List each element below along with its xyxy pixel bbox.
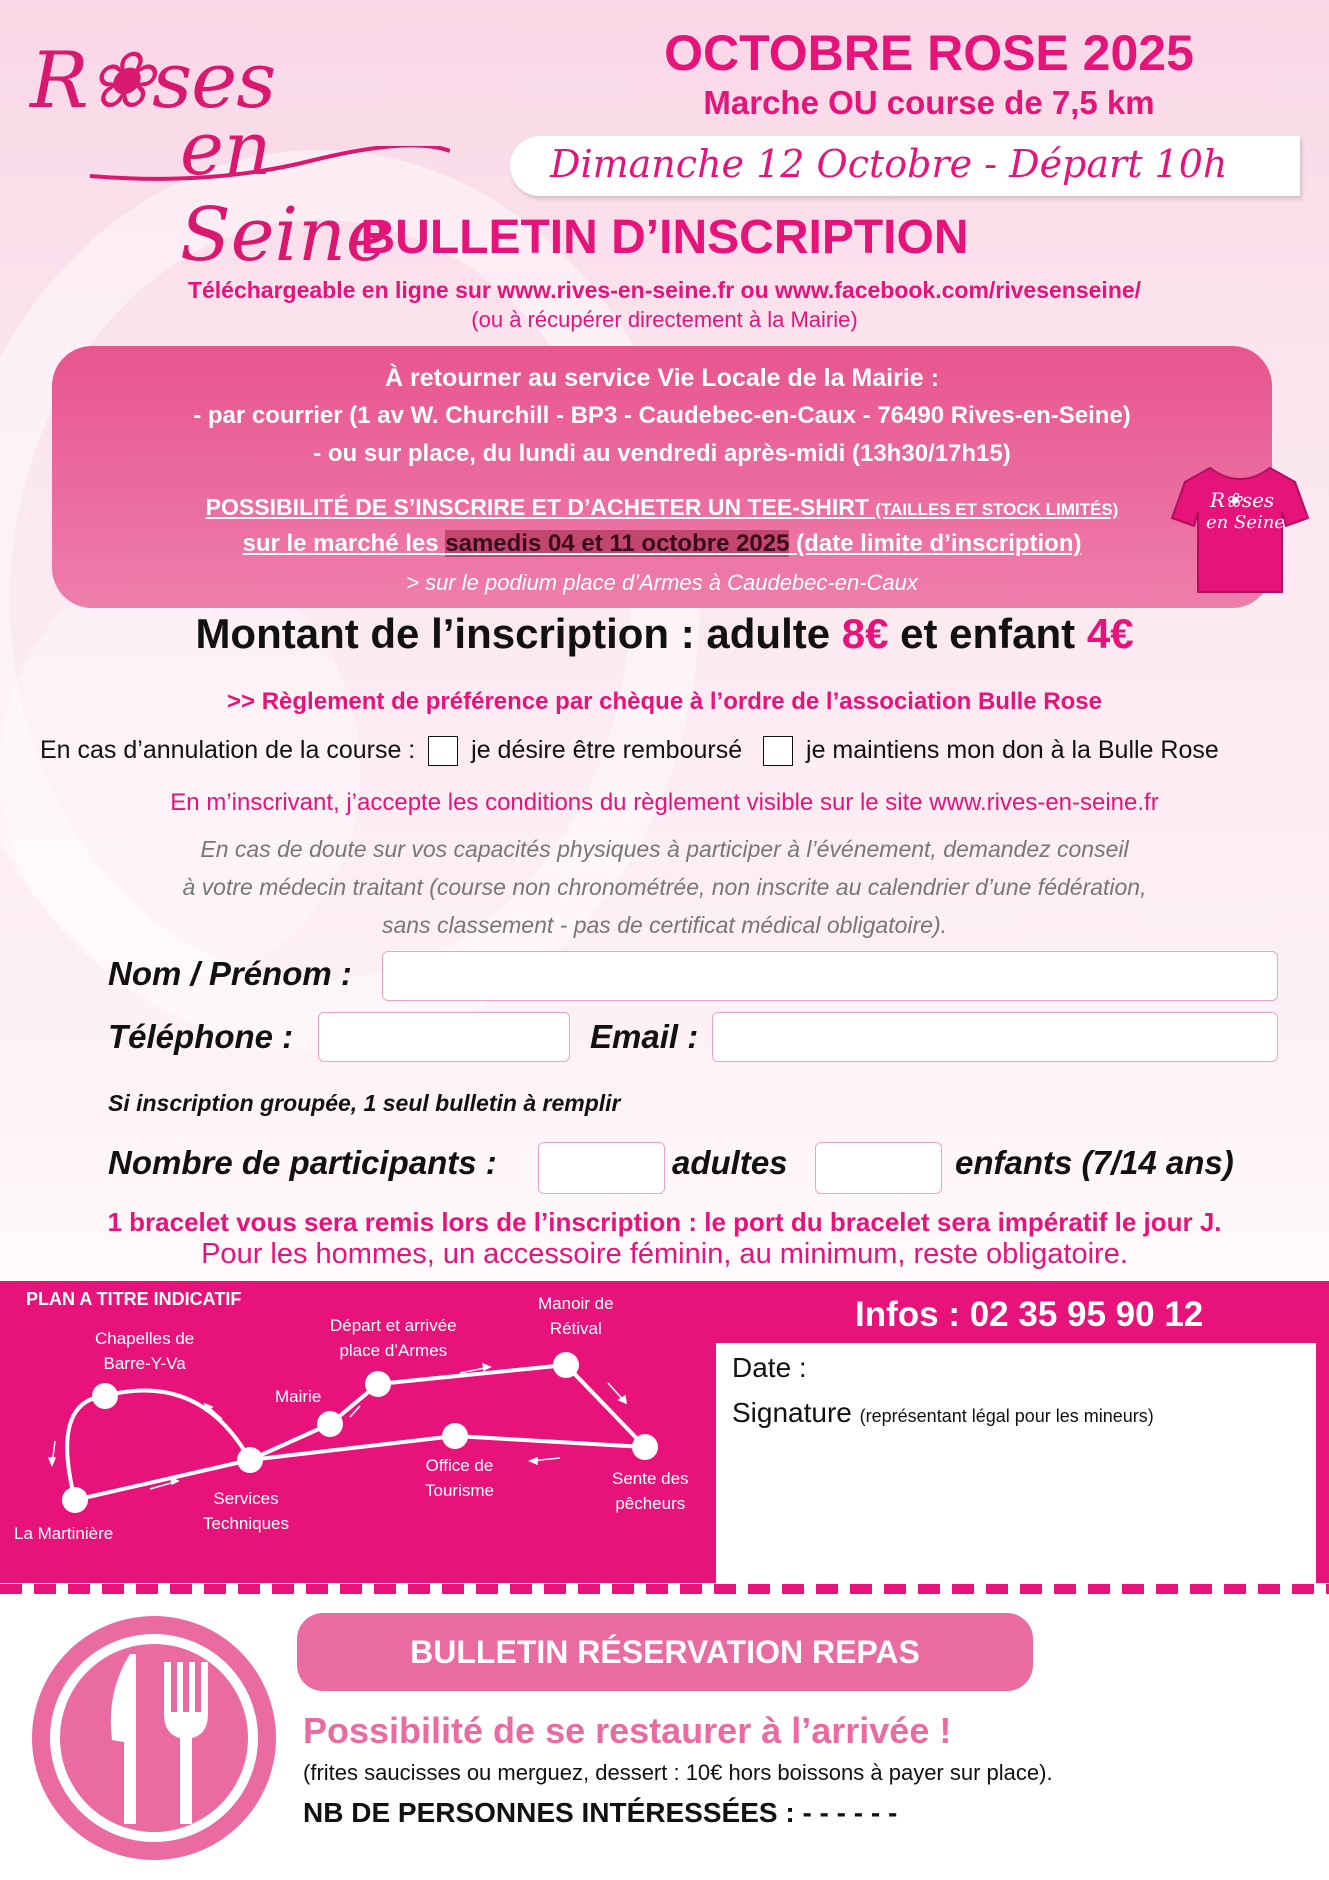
map-label-office [425, 1453, 494, 1503]
phone-label: Téléphone : [108, 1018, 294, 1055]
medical-advice [0, 830, 1329, 944]
tshirt-possibility [52, 494, 1272, 521]
meal-count-label: NB DE PERSONNES INTÉRESSÉES : [303, 1797, 795, 1828]
rives-en-seine-logo [30, 36, 450, 278]
donation-option-label: je maintiens mon don à la Bulle Rose [806, 736, 1219, 764]
map-label-line: Départ et arrivée [330, 1316, 457, 1335]
map-label-mairie: Mairie [275, 1387, 322, 1406]
accessory-info: Pour les hommes, un accessoire féminin, au minimum, reste obligatoire. [201, 1238, 1128, 1270]
event-title: OCTOBRE ROSE 2025 [664, 25, 1194, 81]
tshirt-logo-line2: en Seine [1206, 512, 1285, 533]
donation-checkbox[interactable] [763, 736, 793, 766]
medical-advice-line: à votre médecin traitant (course non chronométrée, non inscrite au calendrier d’une fédération, [182, 874, 1147, 900]
map-label-depart [330, 1313, 457, 1363]
return-info-box [52, 346, 1275, 608]
map-label-line: Rétival [549, 1319, 602, 1338]
name-label: Nom / Prénom : [108, 955, 352, 992]
tshirt-logo-line1: R❀ses [1210, 488, 1275, 512]
medical-advice-line: En cas de doute sur vos capacités physiques à participer à l’événement, demandez conseil [200, 836, 1129, 862]
adults-count-field[interactable] [538, 1142, 665, 1194]
map-label-services [203, 1486, 289, 1536]
return-heading: À retourner au service Vie Locale de la Mairie : [385, 364, 939, 392]
bracelet-info: 1 bracelet vous sera remis lors de l’inscription : le port du bracelet sera impératif le jour J. [107, 1207, 1222, 1237]
refund-option-label: je désire être remboursé [471, 736, 743, 764]
route-map [0, 1281, 716, 1583]
map-label-line: Office de [425, 1456, 494, 1475]
group-registration-note: Si inscription groupée, 1 seul bulletin à remplir [108, 1090, 621, 1116]
market-deadline: (date limite d’inscription) [789, 530, 1082, 557]
event-header [579, 24, 1279, 124]
cutlery-icon [28, 1612, 280, 1864]
terms-acceptance: En m’inscrivant, j’accepte les conditions du règlement visible sur le site www.rives-en-seine.fr [170, 789, 1159, 816]
meal-reservation-button[interactable]: BULLETIN RÉSERVATION REPAS [297, 1613, 1033, 1691]
tear-line [0, 1584, 1329, 1594]
name-field[interactable] [382, 951, 1278, 1001]
logo-line1: R❀ses [30, 36, 276, 126]
signature-line [732, 1397, 1154, 1429]
payment-info: >> Règlement de préférence par chèque à l’ordre de l’association Bulle Rose [227, 688, 1102, 715]
tshirt-icon [1170, 460, 1310, 600]
return-place: - ou sur place, du lundi au vendredi après-midi (13h30/17h15) [313, 440, 1011, 467]
meal-details: (frites saucisses ou merguez, dessert : 10€ hors boissons à payer sur place). [303, 1760, 1053, 1785]
map-label-line: Techniques [203, 1514, 290, 1533]
map-label-line: Sente des [612, 1469, 689, 1488]
signature-note: (représentant légal pour les mineurs) [859, 1406, 1154, 1426]
map-label-sente [612, 1466, 689, 1516]
fee-child: 4€ [1086, 610, 1134, 657]
meal-count [303, 1797, 897, 1829]
fee-mid: et enfant [888, 610, 1087, 657]
return-courrier: - par courrier (1 av W. Churchill - BP3 - Caudebec-en-Caux - 76490 Rives-en-Seine) [193, 402, 1131, 429]
children-label: enfants (7/14 ans) [955, 1144, 1234, 1181]
logo-swoosh-icon [90, 146, 450, 186]
cancellation-options [40, 736, 1219, 766]
email-label: Email : [590, 1018, 699, 1055]
map-label-manoir [538, 1291, 614, 1341]
market-text: sur le marché les [242, 530, 446, 557]
meal-possibility: Possibilité de se restaurer à l’arrivée ! [303, 1710, 952, 1751]
children-count-field[interactable] [815, 1142, 942, 1194]
mairie-info: (ou à récupérer directement à la Mairie) [471, 307, 858, 332]
map-label-line: pêcheurs [615, 1494, 686, 1513]
map-label-line: Services [213, 1489, 279, 1508]
map-title: PLAN A TITRE INDICATIF [26, 1289, 242, 1309]
map-label-line: Tourisme [425, 1481, 494, 1500]
date-banner [510, 136, 1300, 196]
signature-label: Signature [732, 1397, 852, 1428]
event-date: Dimanche 12 Octobre - Départ 10h [550, 142, 1228, 186]
map-label-chapelles [95, 1326, 194, 1376]
podium-info: > sur le podium place d’Armes à Caudebec-en-Caux [406, 570, 918, 595]
market-dates-highlight: samedis 04 et 11 octobre 2025 [445, 530, 790, 557]
map-label-martiniere: La Martinière [14, 1524, 114, 1543]
map-label-line: Barre-Y-Va [103, 1354, 186, 1373]
participants-label: Nombre de participants : [108, 1144, 497, 1181]
fee-prefix: Montant de l’inscription : adulte [195, 610, 842, 657]
cancellation-label: En cas d’annulation de la course : [40, 736, 416, 764]
date-label: Date : [732, 1352, 807, 1383]
tshirt-limit: (TAILLES ET STOCK LIMITÉS) [875, 500, 1119, 519]
registration-fee [0, 610, 1329, 658]
logo-line2: en Seine [180, 106, 390, 278]
refund-checkbox[interactable] [428, 736, 458, 766]
fee-adult: 8€ [841, 610, 889, 657]
map-label-line: place d’Armes [339, 1341, 448, 1360]
medical-advice-line: sans classement - pas de certificat médical obligatoire). [381, 912, 948, 938]
market-dates [52, 530, 1272, 558]
map-label-line: Chapelles de [95, 1329, 195, 1348]
bulletin-title: BULLETIN D’INSCRIPTION [360, 211, 969, 264]
email-field[interactable] [712, 1012, 1278, 1062]
phone-field[interactable] [318, 1012, 570, 1062]
meal-count-field[interactable]: - - - - - - [802, 1797, 898, 1828]
adults-label: adultes [672, 1144, 788, 1181]
tshirt-text: POSSIBILITÉ DE S’INSCRIRE ET D’ACHETER UN TEE-SHIRT [205, 494, 869, 520]
info-phone: Infos : 02 35 95 90 12 [855, 1295, 1204, 1334]
event-subtitle: Marche OU course de 7,5 km [703, 84, 1155, 121]
map-label-line: Manoir de [538, 1294, 614, 1313]
download-info: Téléchargeable en ligne sur www.rives-en-seine.fr ou www.facebook.com/rivesenseine/ [187, 277, 1142, 303]
